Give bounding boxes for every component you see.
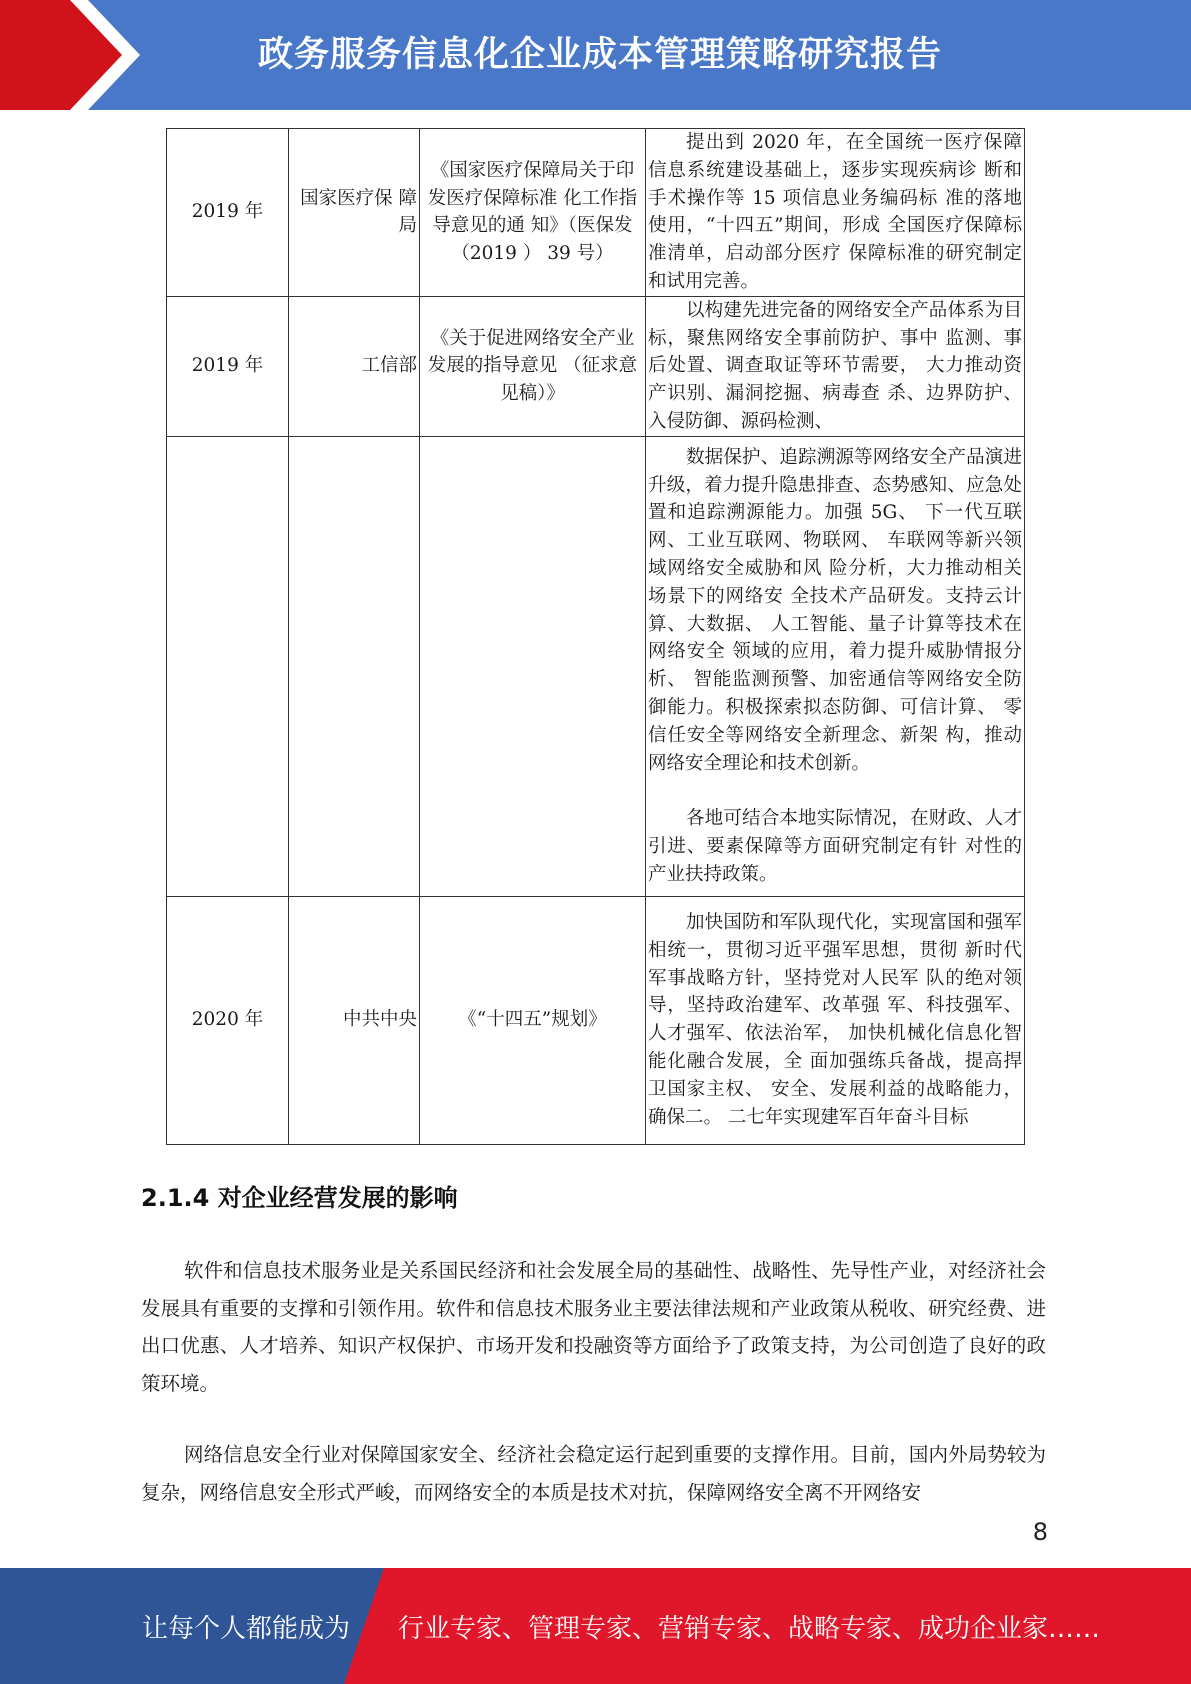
header-arrow-logo	[0, 0, 140, 110]
table-cell-document: 《“十四五”规划》	[420, 896, 646, 1144]
table-cell-description	[646, 296, 1025, 436]
description-paragraph: 各地可结合本地实际情况，在财政、人才引进、要素保障等方面研究制定有针 对性的产业扶持政策。	[648, 808, 1022, 885]
table-cell-org: 中共中央	[289, 896, 420, 1144]
section-heading: 2.1.4 对企业经营发展的影响	[141, 1184, 458, 1212]
table-row	[167, 436, 1025, 896]
table-cell-description	[646, 436, 1025, 896]
report-header	[0, 0, 1191, 110]
body-paragraph: 网络信息安全行业对保障国家安全、经济社会稳定运行起到重要的支撑作用。目前，国内外局势较为复杂，网络信息安全形式严峻，而网络安全的本质是技术对抗，保障网络安全离不开网络安	[141, 1443, 1046, 1504]
table-cell-org: 工信部	[289, 296, 420, 436]
policy-table	[166, 128, 1025, 1145]
footer-banner	[0, 1568, 1191, 1684]
table-cell-year: 2020 年	[167, 896, 289, 1144]
table-row	[167, 896, 1025, 1144]
table-cell-org: 国家医疗保 障局	[289, 129, 420, 297]
table-cell-year: 2019 年	[167, 296, 289, 436]
table-cell-description	[646, 896, 1025, 1144]
table-row	[167, 129, 1025, 297]
report-title: 政务服务信息化企业成本管理策略研究报告	[258, 35, 943, 75]
body-paragraph: 软件和信息技术服务业是关系国民经济和社会发展全局的基础性、战略性、先导性产业，对经济社会发展具有重要的支撑和引领作用。软件和信息技术服务业主要法律法规和产业政策从税收、研究经费、进出口优惠、人才培养、知识产权保护、市场开发和投融资等方面给予了政策支持，为公司创造了良好的政策环境。	[141, 1259, 1046, 1395]
table-cell-description	[646, 129, 1025, 297]
description-paragraph: 数据保护、追踪溯源等网络安全产品演进升级，着力提升隐患排查、态势感知、应急处置和追踪溯源能力。加强 5G、 下一代互联网、工业互联网、物联网、 车联网等新兴领域网络安全威胁和风 险分析，大力推动相关场景下的网络安 全技术产品研发。支持云计算、大数据、 人工智能、量子计算等技术在网络安全 领域的应用，着力提升威胁情报分析、 智能监测预警、加密通信等网络安全防 御能力。积极探索拟态防御、可信计算、 零信任安全等网络安全新理念、新架 构，推动网络安全理论和技术创新。	[648, 446, 1022, 774]
table-cell-year	[167, 436, 289, 896]
table-cell-document: 《关于促进网络安全产业发展的指导意见 （征求意见稿）》	[420, 296, 646, 436]
footer-slogan-left: 让每个人都能成为	[142, 1614, 351, 1644]
table-cell-document: 《国家医疗保障局关于印发医疗保障标准 化工作指导意见的通 知》（医保发 （2019 ） 39 号）	[420, 129, 646, 297]
description-paragraph: 以构建先进完备的网络安全产品体系为目标，聚焦网络安全事前防护、事中 监测、事后处置、调查取证等环节需要， 大力推动资产识别、漏洞挖掘、病毒查 杀、边界防护、入侵防御、源码检测、	[648, 299, 1022, 432]
description-paragraph: 提出到 2020 年，在全国统一医疗保障信息系统建设基础上，逐步实现疾病诊 断和手术操作等 15 项信息业务编码标 准的落地使用，“十四五”期间，形成 全国医疗保障标准清单，启动部分医疗 保障标准的研究制定和试用完善。	[648, 132, 1022, 292]
table-row	[167, 296, 1025, 436]
table-cell-document	[420, 436, 646, 896]
table-cell-org	[289, 436, 420, 896]
footer-slogan-right: 行业专家、管理专家、营销专家、战略专家、成功企业家……	[398, 1614, 1101, 1644]
description-paragraph: 加快国防和军队现代化，实现富国和强军相统一，贯彻习近平强军思想，贯彻 新时代军事战略方针，坚持党对人民军 队的绝对领导，坚持政治建军、改革强 军、科技强军、人才强军、依法治军， 加快机械化信息化智能化融合发展，全 面加强练兵备战，提高捍卫国家主权、 安全、发展利益的战略能力，确保二。 二七年实现建军百年奋斗目标	[648, 912, 1022, 1128]
table-cell-year: 2019 年	[167, 129, 289, 297]
page-number: 8	[1032, 1518, 1048, 1546]
